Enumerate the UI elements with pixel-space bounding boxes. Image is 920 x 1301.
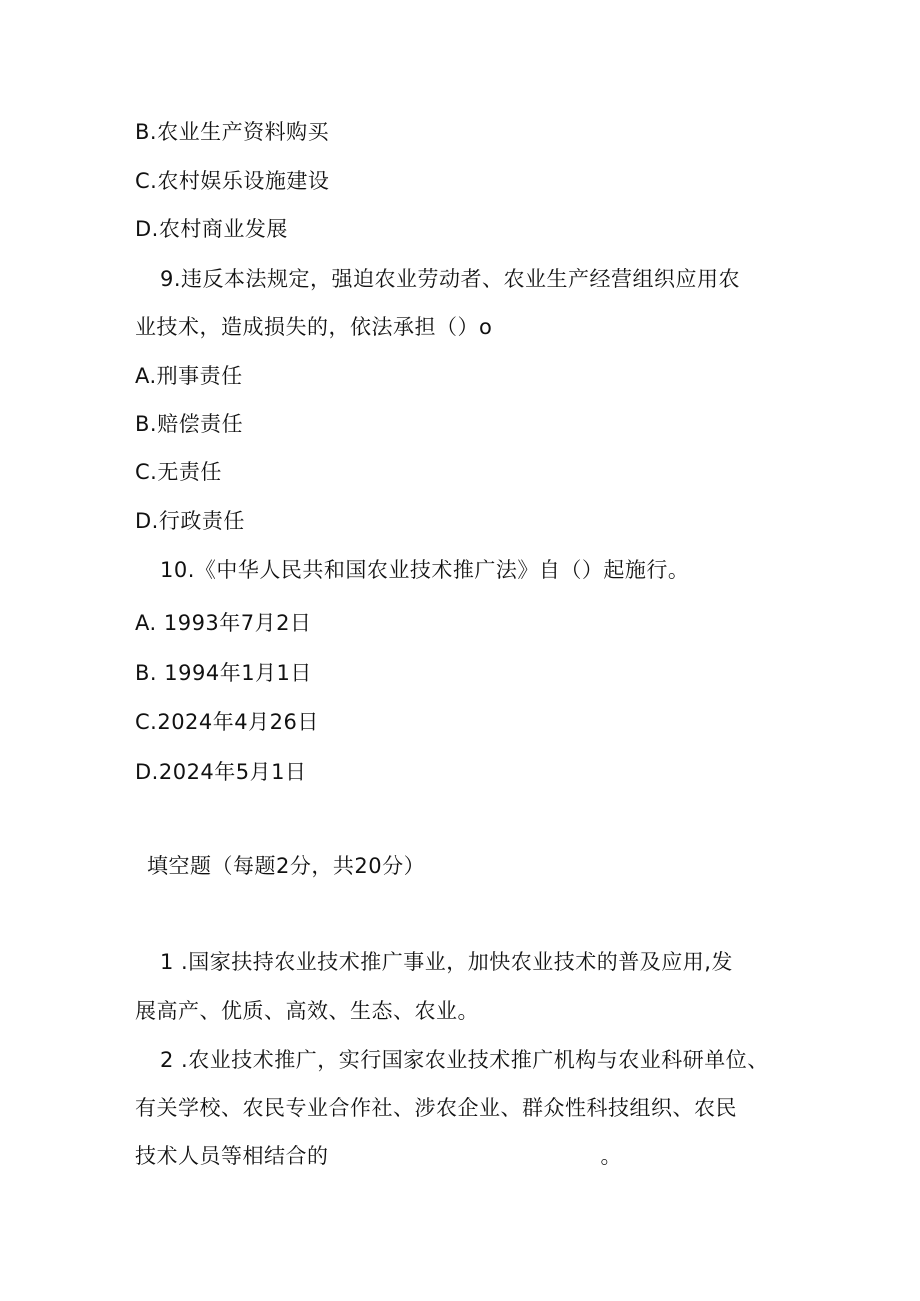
- fill-q2-line3-suffix: 。: [600, 1144, 622, 1168]
- q10-option-a: A. 1993年7月2日: [135, 611, 312, 635]
- q9-option-c: C.无责任: [135, 460, 222, 484]
- fill-q2-line1: 2 .农业技术推广，实行国家农业技术推广机构与农业科研单位、: [160, 1048, 769, 1072]
- fill-q1-line2: 展高产、优质、高效、生态、农业。: [135, 999, 479, 1023]
- q10-option-b: B. 1994年1月1日: [135, 661, 312, 685]
- q10-option-c: C.2024年4月26日: [135, 710, 319, 734]
- q9-option-a: A.刑事责任: [135, 364, 243, 388]
- fill-section-heading: 填空题（每题2分，共20分）: [147, 854, 426, 878]
- q10-option-d: D.2024年5月1日: [135, 760, 307, 784]
- q9-stem-line1: 9.违反本法规定，强迫农业劳动者、农业生产经营组织应用农: [160, 267, 741, 291]
- q8-option-d: D.农村商业发展: [135, 217, 288, 241]
- q10-stem: 10.《中华人民共和国农业技术推广法》自（）起施行。: [160, 558, 690, 582]
- q9-option-d: D.行政责任: [135, 509, 245, 533]
- fill-q2-line2: 有关学校、农民专业合作社、涉农企业、群众性科技组织、农民: [135, 1096, 737, 1120]
- fill-q2-line3-prefix: 技术人员等相结合的: [135, 1144, 329, 1168]
- q9-stem-line2: 业技术，造成损失的，依法承担（）o: [135, 315, 493, 339]
- fill-q1-line1: 1 .国家扶持农业技术推广事业，加快农业技术的普及应用,发: [160, 950, 733, 974]
- q8-option-b: B.农业生产资料购买: [135, 120, 330, 144]
- fill-q2-line3: [135, 1142, 622, 1170]
- q9-option-b: B.赔偿责任: [135, 412, 244, 436]
- q8-option-c: C.农村娱乐设施建设: [135, 169, 330, 193]
